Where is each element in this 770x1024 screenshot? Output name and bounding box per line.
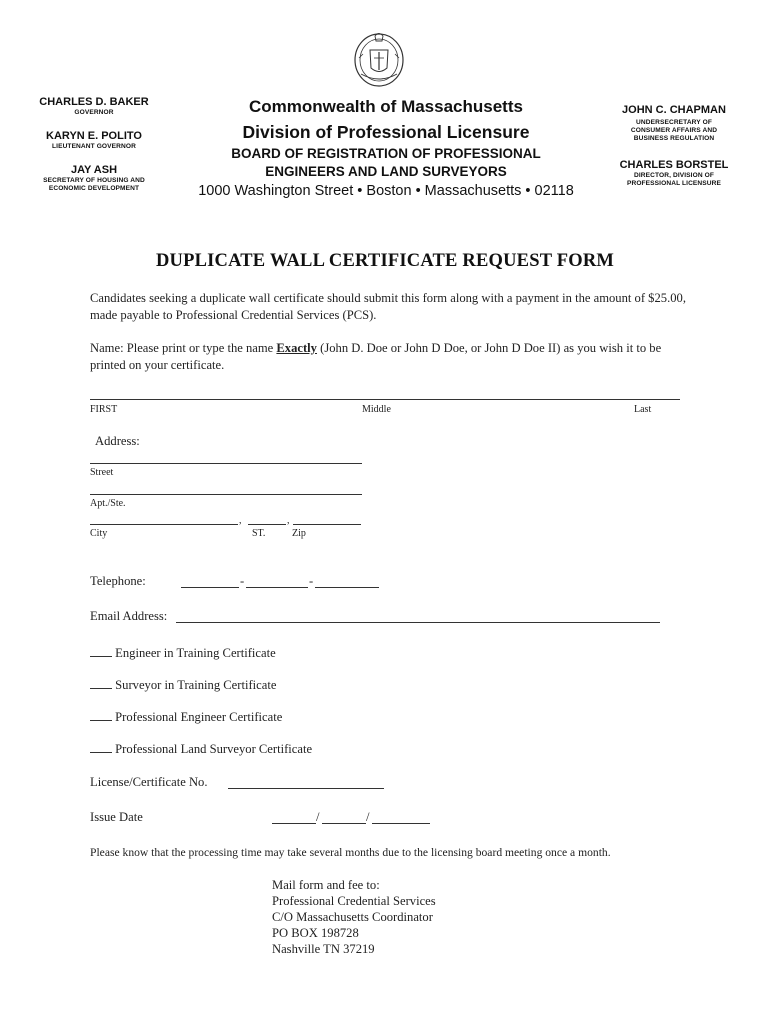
- agency-board-line1: BOARD OF REGISTRATION OF PROFESSIONAL: [231, 146, 541, 161]
- left-officials: [26, 96, 162, 193]
- phone-prefix-line[interactable]: [246, 587, 308, 588]
- official-title: UNDERSECRETARY OF CONSUMER AFFAIRS AND BUSINESS REGULATION: [630, 119, 718, 142]
- certificate-option[interactable]: [90, 740, 312, 757]
- official-title: LIEUTENANT GOVERNOR: [52, 143, 136, 150]
- official-name: CHARLES D. BAKER: [39, 96, 149, 108]
- processing-note: Please know that the processing time may take several months due to the licensing board meeting once a month.: [90, 846, 611, 859]
- name-instruction: [90, 340, 690, 374]
- mail-line: Nashville TN 37219: [272, 942, 375, 956]
- official-name: JOHN C. CHAPMAN: [622, 104, 726, 116]
- agency-board-line2: ENGINEERS AND LAND SURVEYORS: [265, 164, 507, 179]
- telephone-label: Telephone:: [90, 574, 146, 588]
- middle-name-label: Middle: [362, 404, 391, 415]
- zip-label: Zip: [292, 528, 306, 539]
- agency-address: 1000 Washington Street • Boston • Massachusetts • 02118: [198, 183, 574, 199]
- phone-line-number-line[interactable]: [315, 587, 379, 588]
- address-label: Address:: [95, 434, 140, 448]
- official-title: GOVERNOR: [74, 109, 114, 116]
- official-name: CHARLES BORSTEL: [619, 159, 729, 171]
- agency-division: Division of Professional Licensure: [242, 122, 530, 142]
- certificate-label: Surveyor in Training Certificate: [115, 678, 277, 692]
- name-instruction-pre: Name: Please print or type the name: [90, 341, 277, 355]
- certificate-option[interactable]: [90, 644, 276, 661]
- issue-date-label: Issue Date: [90, 810, 143, 824]
- city-label: City: [90, 528, 108, 539]
- certificate-option[interactable]: [90, 676, 276, 693]
- agency-commonwealth: Commonwealth of Massachusetts: [249, 97, 523, 116]
- phone-dash: -: [309, 574, 314, 588]
- issue-day-line[interactable]: [322, 823, 366, 824]
- apt-input-line[interactable]: [90, 494, 362, 495]
- city-st-separator: ,: [239, 515, 242, 526]
- email-label: Email Address:: [90, 609, 168, 623]
- zip-input-line[interactable]: [293, 524, 361, 525]
- mail-line: Mail form and fee to:: [272, 878, 380, 892]
- mail-line: Professional Credential Services: [272, 894, 436, 908]
- mail-line: PO BOX 198728: [272, 926, 359, 940]
- license-input-line[interactable]: [228, 788, 384, 789]
- official-title: SECRETARY OF HOUSING AND ECONOMIC DEVELOPMENT: [43, 177, 145, 192]
- certificate-label: Professional Engineer Certificate: [115, 710, 283, 724]
- first-name-label: FIRST: [90, 404, 118, 415]
- checkbox-blank[interactable]: [90, 740, 112, 753]
- email-input-line[interactable]: [176, 622, 660, 623]
- mail-line: C/O Massachusetts Coordinator: [272, 910, 433, 924]
- checkbox-blank[interactable]: [90, 708, 112, 721]
- st-label: ST.: [252, 528, 266, 539]
- issue-year-line[interactable]: [372, 823, 430, 824]
- name-instruction-emphasis: Exactly: [276, 341, 317, 355]
- name-input-line[interactable]: [90, 399, 680, 400]
- official-name: KARYN E. POLITO: [46, 130, 142, 142]
- license-label: License/Certificate No.: [90, 775, 208, 789]
- checkbox-blank[interactable]: [90, 676, 112, 689]
- certificate-label: Engineer in Training Certificate: [115, 646, 276, 660]
- certificate-option[interactable]: [90, 708, 282, 725]
- city-input-line[interactable]: [90, 524, 238, 525]
- name-instruction-post: (John D. Doe or John D Doe, or John D Doe II) as you wish it to be printed on your certificate.: [90, 341, 662, 372]
- form-title: DUPLICATE WALL CERTIFICATE REQUEST FORM: [155, 251, 615, 271]
- massachusetts-seal-icon: [349, 28, 409, 90]
- last-name-label: Last: [634, 404, 652, 415]
- mail-address-block: [272, 877, 436, 957]
- checkbox-blank[interactable]: [90, 644, 112, 657]
- street-input-line[interactable]: [90, 463, 362, 464]
- phone-dash: -: [240, 574, 245, 588]
- phone-area-line[interactable]: [181, 587, 239, 588]
- agency-header: [180, 96, 592, 201]
- st-zip-separator: ,: [287, 515, 290, 526]
- intro-paragraph: Candidates seeking a duplicate wall certificate should submit this form along with a payment in the amount of $25.00, made payable to Professional Credential Services (PCS).: [90, 291, 686, 322]
- state-input-line[interactable]: [248, 524, 286, 525]
- date-slash: /: [316, 810, 320, 824]
- official-title: DIRECTOR, DIVISION OF PROFESSIONAL LICENSURE: [626, 172, 722, 187]
- date-slash: /: [366, 810, 370, 824]
- apt-label: Apt./Ste.: [90, 498, 126, 509]
- right-officials: [602, 104, 746, 188]
- certificate-label: Professional Land Surveyor Certificate: [115, 742, 313, 756]
- issue-month-line[interactable]: [272, 823, 316, 824]
- official-name: JAY ASH: [70, 164, 118, 176]
- street-label: Street: [90, 467, 114, 478]
